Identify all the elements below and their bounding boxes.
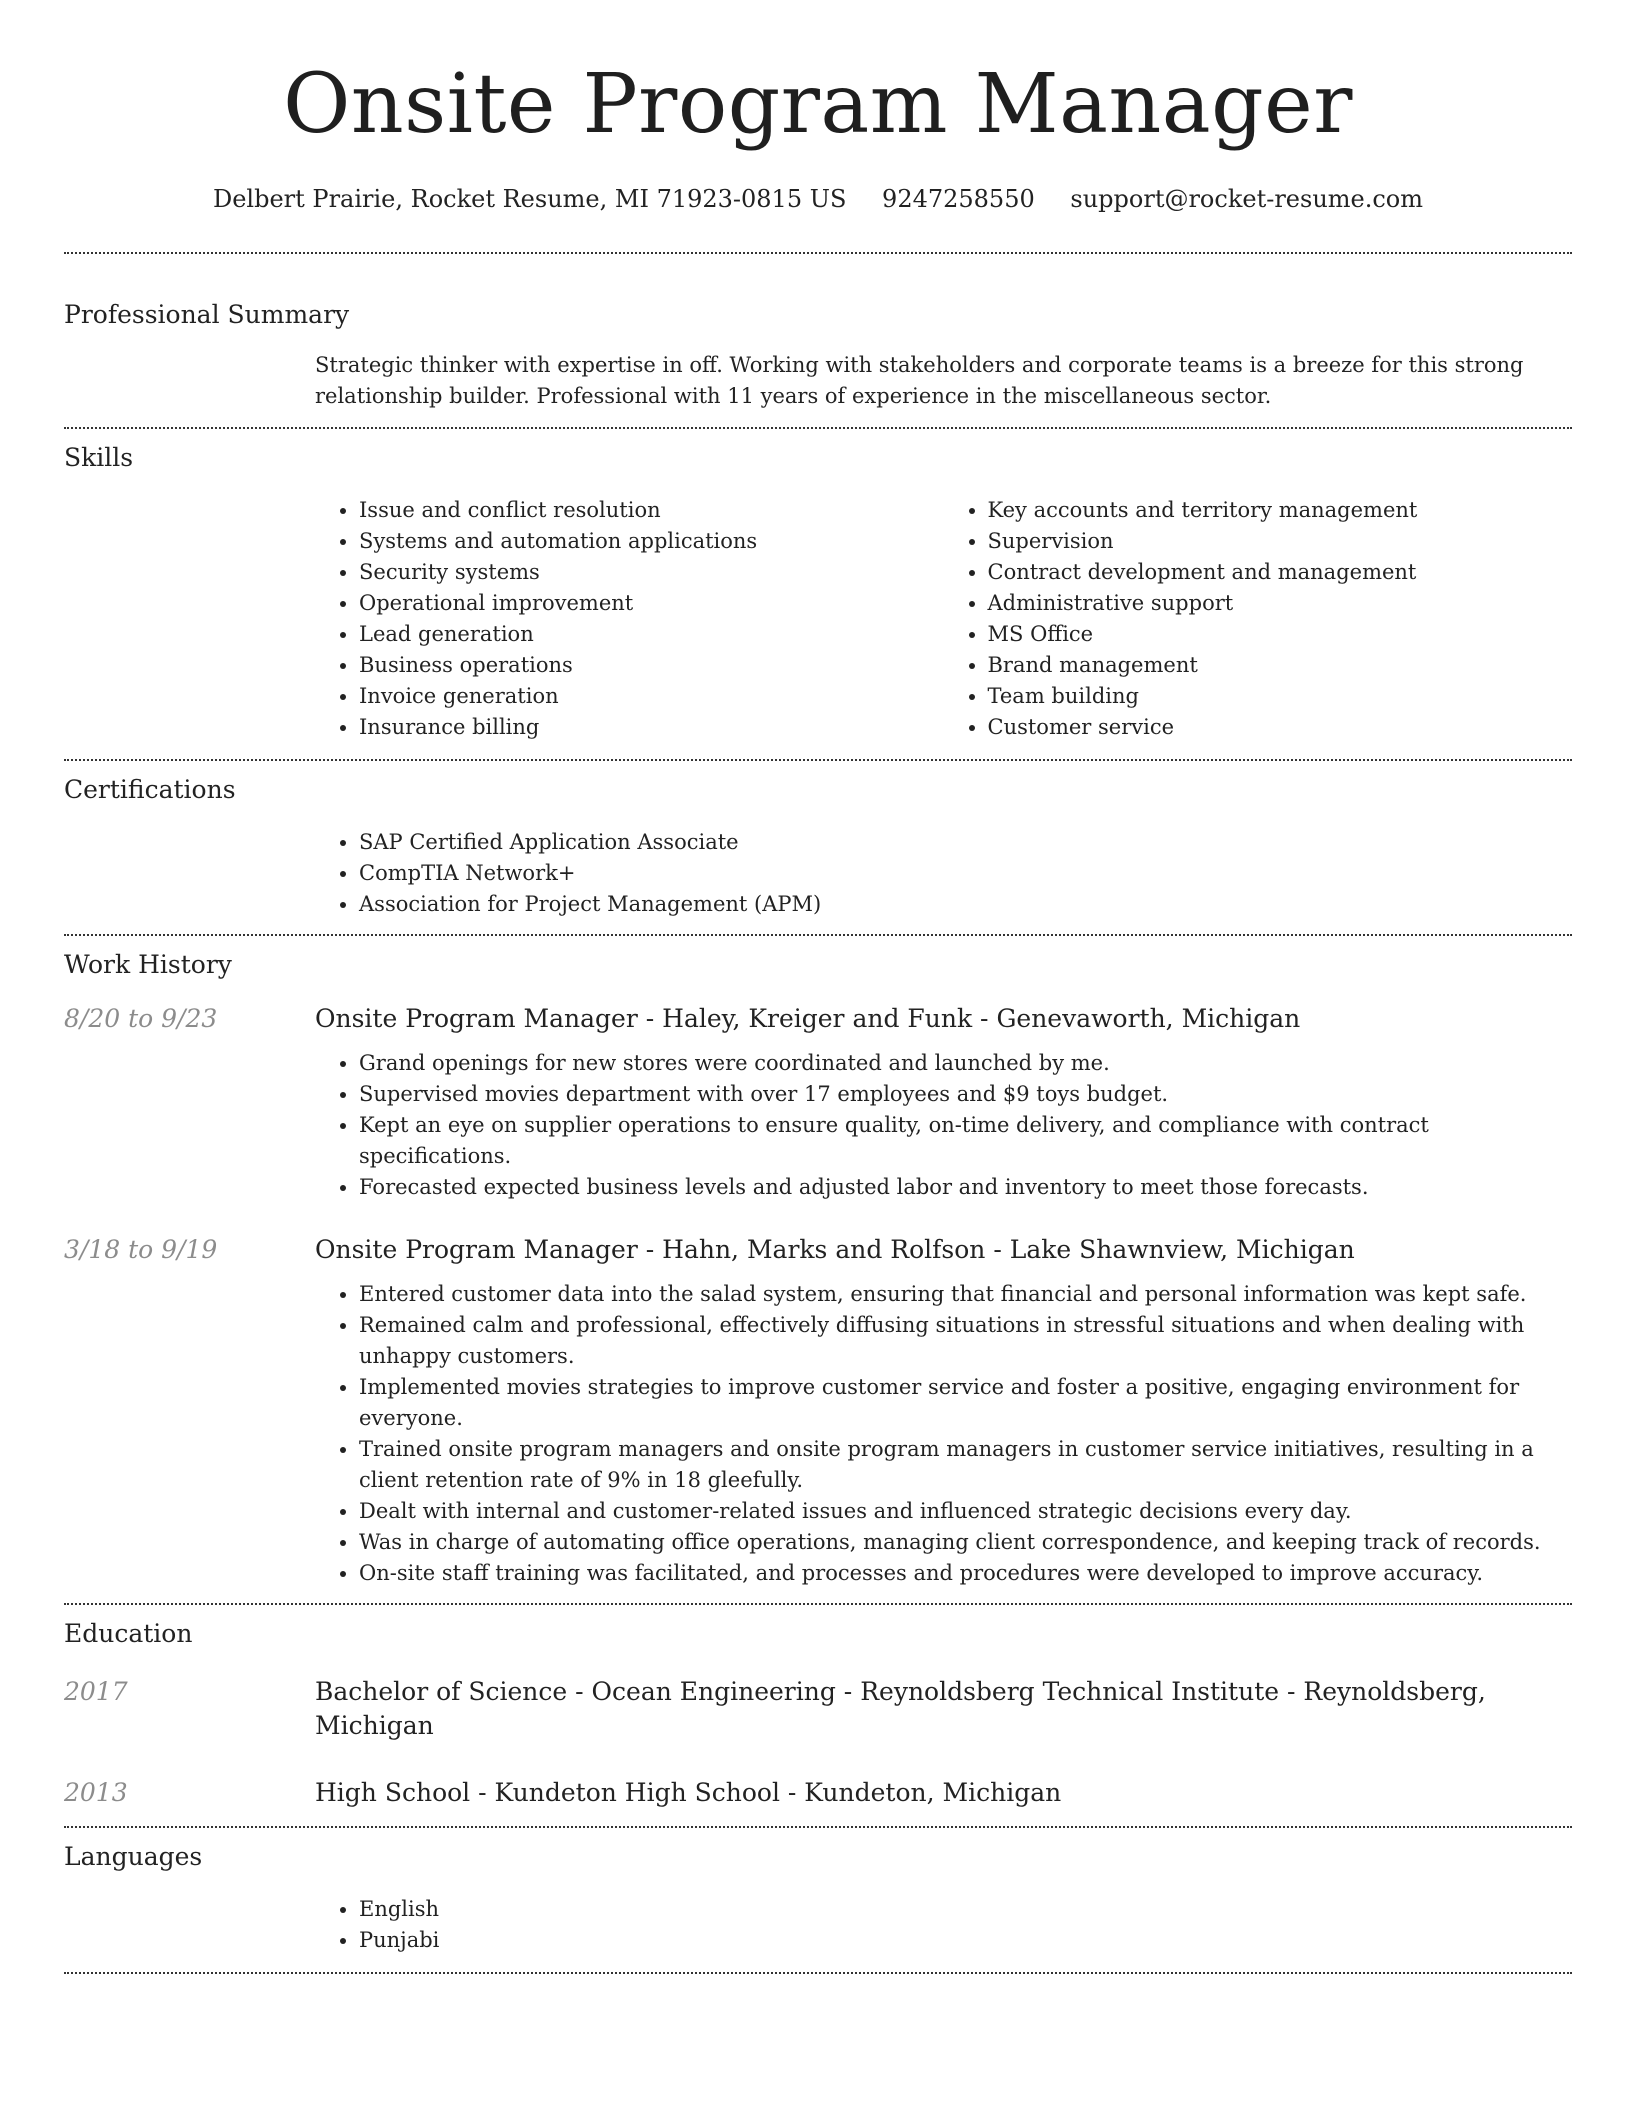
skill-item: • Brand management — [988, 650, 1573, 681]
education-degree: Bachelor of Science - Ocean Engineering - Reynoldsberg Technical Institute - Reynoldsberg, Michigan — [315, 1677, 1486, 1740]
job-duty: • Forecasted expected business levels and adjusted labor and inventory to meet those forecasts. — [359, 1172, 1572, 1203]
languages-section — [64, 1840, 1572, 1956]
certification-item: • CompTIA Network+ — [359, 858, 1572, 889]
job-duty: • Remained calm and professional, effectively diffusing situations in stressful situations and when dealing with unhappy customers. — [359, 1310, 1572, 1372]
skill-item: • Issue and conflict resolution — [359, 495, 944, 526]
summary-heading: Professional Summary — [64, 300, 350, 329]
job-duty: • Was in charge of automating office operations, managing client correspondence, and keeping track of records. — [359, 1527, 1572, 1558]
contact-line — [64, 182, 1572, 216]
skill-item: • Operational improvement — [359, 588, 944, 619]
divider — [64, 759, 1572, 761]
job-title: Onsite Program Manager - Haley, Kreiger and Funk - Genevaworth, Michigan — [315, 1004, 1301, 1033]
education-degree: High School - Kundeton High School - Kundeton, Michigan — [315, 1778, 1062, 1807]
contact-email: support@rocket-resume.com — [1070, 185, 1424, 213]
education-entry — [64, 1675, 1572, 1743]
skills-heading: Skills — [64, 443, 134, 472]
job-duty: • Supervised movies department with over 17 employees and $9 toys budget. — [359, 1079, 1572, 1110]
job-title: Onsite Program Manager - Hahn, Marks and Rolfson - Lake Shawnview, Michigan — [315, 1235, 1355, 1264]
language-item: • English — [359, 1894, 1572, 1925]
divider — [64, 934, 1572, 936]
job-header — [64, 1002, 1572, 1036]
certification-item: • SAP Certified Application Associate — [359, 827, 1572, 858]
languages-heading: Languages — [64, 1842, 203, 1871]
divider — [64, 1603, 1572, 1605]
divider — [64, 427, 1572, 429]
job-duties-wrap — [315, 1048, 1572, 1203]
certifications-list — [315, 827, 1572, 920]
skills-columns — [315, 495, 1572, 743]
skill-item: • MS Office — [988, 619, 1573, 650]
job-duty: • Dealt with internal and customer-related issues and influenced strategic decisions every day. — [359, 1496, 1572, 1527]
skill-item: • Business operations — [359, 650, 944, 681]
languages-list — [315, 1894, 1572, 1956]
contact-address: Delbert Prairie, Rocket Resume, MI 71923-0815 US — [212, 185, 847, 213]
job-dates: 3/18 to 9/19 — [64, 1235, 218, 1264]
skill-item: • Insurance billing — [359, 712, 944, 743]
divider — [64, 1826, 1572, 1828]
education-entry — [64, 1776, 1572, 1810]
divider — [64, 1972, 1572, 1974]
certifications-section — [64, 773, 1572, 920]
skill-item: • Contract development and management — [988, 557, 1573, 588]
summary-text: Strategic thinker with expertise in off. Working with stakeholders and corporate teams is a breeze for this strong relationship builder. Professional with 11 years of experience in the miscellaneous sector. — [315, 353, 1524, 408]
job-duty: • Trained onsite program managers and onsite program managers in customer service initiatives, resulting in a client retention rate of 9% in 18 gleefully. — [359, 1434, 1572, 1496]
job-dates: 8/20 to 9/23 — [64, 1004, 218, 1033]
education-year: 2013 — [64, 1778, 128, 1807]
skill-item: • Invoice generation — [359, 681, 944, 712]
contact-phone: 9247258550 — [882, 185, 1035, 213]
education-heading: Education — [64, 1619, 193, 1648]
certifications-list-wrap — [315, 827, 1572, 920]
certification-item: • Association for Project Management (APM) — [359, 889, 1572, 920]
resume-title: Onsite Program Manager — [283, 57, 1353, 152]
skill-item: • Administrative support — [988, 588, 1573, 619]
job-duty: • Entered customer data into the salad system, ensuring that financial and personal information was kept safe. — [359, 1279, 1572, 1310]
divider — [64, 252, 1572, 254]
skill-item: • Supervision — [988, 526, 1573, 557]
skills-section — [64, 441, 1572, 743]
certifications-heading: Certifications — [64, 775, 236, 804]
skill-item: • Key accounts and territory management — [988, 495, 1573, 526]
summary-section — [64, 298, 1572, 412]
skill-item: • Systems and automation applications — [359, 526, 944, 557]
skill-item: • Team building — [988, 681, 1573, 712]
language-item: • Punjabi — [359, 1925, 1572, 1956]
skills-list-left — [315, 495, 944, 743]
work-history-heading: Work History — [64, 950, 232, 979]
job-duties — [315, 1048, 1572, 1203]
job-duties-wrap — [315, 1279, 1572, 1589]
job-duty: • On-site staff training was facilitated, and processes and procedures were developed to improve accuracy. — [359, 1558, 1572, 1589]
job-entry — [64, 1233, 1572, 1589]
education-section — [64, 1617, 1572, 1810]
job-header — [64, 1233, 1572, 1267]
languages-list-wrap — [315, 1894, 1572, 1956]
skill-item: • Customer service — [988, 712, 1573, 743]
job-duties — [315, 1279, 1572, 1589]
work-history-section — [64, 948, 1572, 1589]
job-duty: • Implemented movies strategies to improve customer service and foster a positive, engaging environment for everyone. — [359, 1372, 1572, 1434]
education-year: 2017 — [64, 1677, 128, 1706]
skill-item: • Security systems — [359, 557, 944, 588]
job-duty: • Kept an eye on supplier operations to ensure quality, on-time delivery, and compliance with contract specifications. — [359, 1110, 1572, 1172]
job-entry — [64, 1002, 1572, 1203]
skill-item: • Lead generation — [359, 619, 944, 650]
resume-page — [64, 0, 1572, 1974]
skills-list-right — [944, 495, 1573, 743]
job-duty: • Grand openings for new stores were coordinated and launched by me. — [359, 1048, 1572, 1079]
